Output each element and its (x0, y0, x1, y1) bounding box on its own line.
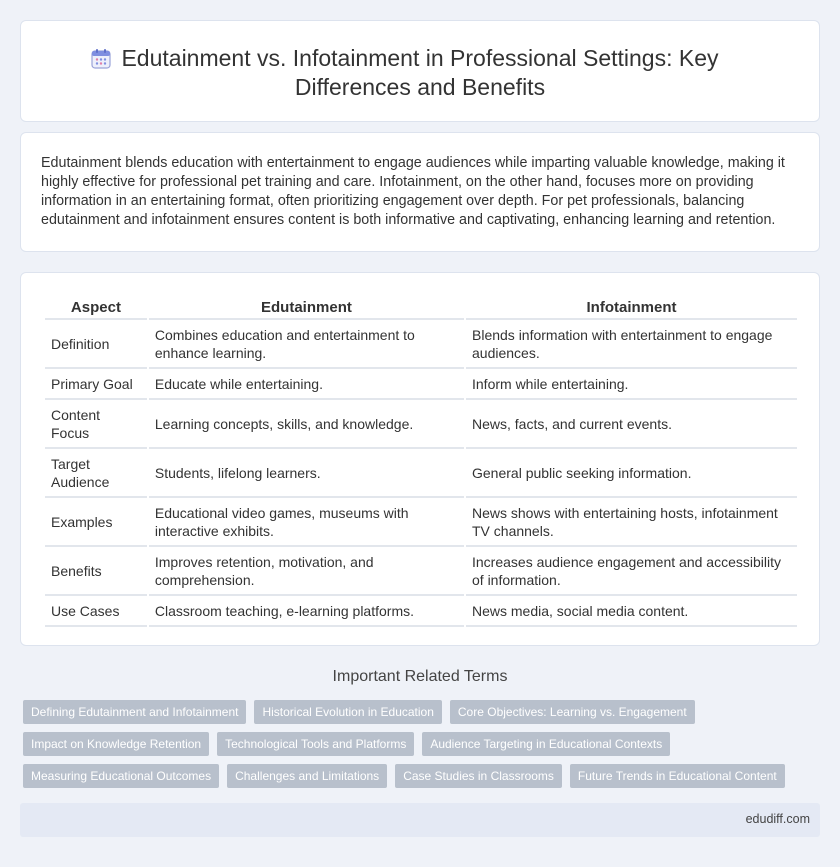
related-term-tag[interactable]: Historical Evolution in Education (254, 700, 441, 724)
edutainment-cell: Improves retention, motivation, and comprehension. (149, 547, 464, 596)
related-term-tag[interactable]: Defining Edutainment and Infotainment (23, 700, 246, 724)
edutainment-cell: Educate while entertaining. (149, 369, 464, 400)
header-infotainment: Infotainment (466, 293, 797, 320)
related-term-tag[interactable]: Technological Tools and Platforms (217, 732, 414, 756)
comparison-table-card (20, 272, 820, 646)
site-link[interactable]: edudiff.com (745, 812, 810, 826)
table-row (45, 320, 797, 369)
comparison-table (43, 293, 799, 627)
title-card (20, 20, 820, 122)
aspect-cell: Benefits (45, 547, 147, 596)
related-term-tag[interactable]: Core Objectives: Learning vs. Engagement (450, 700, 695, 724)
aspect-cell: Use Cases (45, 596, 147, 627)
related-term-tag[interactable]: Future Trends in Educational Content (570, 764, 785, 788)
aspect-cell: Primary Goal (45, 369, 147, 400)
tag-row (23, 764, 823, 788)
aspect-cell: Content Focus (45, 400, 147, 449)
edutainment-cell: Classroom teaching, e-learning platforms. (149, 596, 464, 627)
related-term-tag[interactable]: Impact on Knowledge Retention (23, 732, 209, 756)
edutainment-cell: Learning concepts, skills, and knowledge. (149, 400, 464, 449)
related-terms-heading: Important Related Terms (332, 668, 508, 685)
infotainment-cell: News shows with entertaining hosts, infotainment TV channels. (466, 498, 797, 547)
table-row (45, 547, 797, 596)
table-row (45, 596, 797, 627)
infotainment-cell: Inform while entertaining. (466, 369, 797, 400)
table-row (45, 449, 797, 498)
footer (20, 803, 820, 837)
aspect-cell: Definition (45, 320, 147, 369)
infotainment-cell: General public seeking information. (466, 449, 797, 498)
infotainment-cell: Increases audience engagement and accessibility of information. (466, 547, 797, 596)
related-term-tag[interactable]: Audience Targeting in Educational Contexts (422, 732, 670, 756)
aspect-cell: Examples (45, 498, 147, 547)
related-term-tag[interactable]: Case Studies in Classrooms (395, 764, 562, 788)
edutainment-cell: Combines education and entertainment to enhance learning. (149, 320, 464, 369)
header-edutainment: Edutainment (149, 293, 464, 320)
intro-paragraph: Edutainment blends education with entertainment to engage audiences while imparting valuable knowledge, making it highly effective for professional pet training and care. Infotainment, on the other hand, focuses more on providing information in an entertaining format, often prioritizing engagement over depth. For pet professionals, balancing edutainment and infotainment ensures content is both informative and captivating, enhancing learning and retention. (41, 155, 785, 228)
related-term-tag[interactable]: Challenges and Limitations (227, 764, 387, 788)
related-term-tag[interactable]: Measuring Educational Outcomes (23, 764, 219, 788)
table-row (45, 369, 797, 400)
tag-row (23, 732, 823, 756)
intro-card (20, 132, 820, 252)
infotainment-cell: News media, social media content. (466, 596, 797, 627)
related-terms-tags (23, 700, 823, 796)
edutainment-cell: Students, lifelong learners. (149, 449, 464, 498)
aspect-cell: Target Audience (45, 449, 147, 498)
header-aspect: Aspect (45, 293, 147, 320)
page-title: Edutainment vs. Infotainment in Professional Settings: Key Differences and Benefits (121, 45, 719, 100)
tag-row (23, 700, 823, 724)
edutainment-cell: Educational video games, museums with interactive exhibits. (149, 498, 464, 547)
infotainment-cell: News, facts, and current events. (466, 400, 797, 449)
table-row (45, 400, 797, 449)
table-row (45, 498, 797, 547)
infotainment-cell: Blends information with entertainment to engage audiences. (466, 320, 797, 369)
